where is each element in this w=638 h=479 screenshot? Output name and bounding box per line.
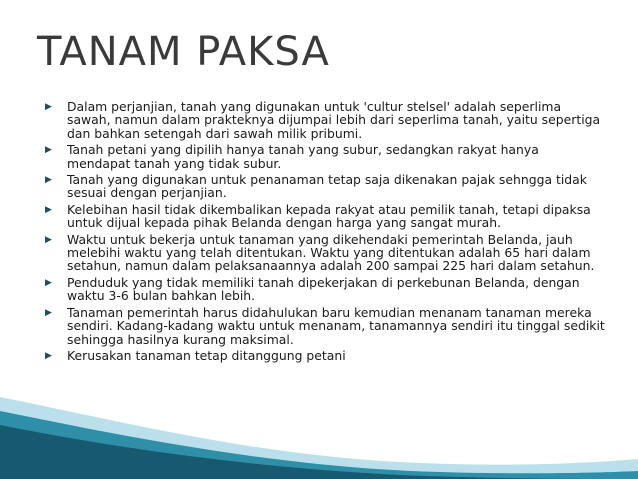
bullet-text: Tanaman pemerintah harus didahulukan baru kemudian menanam tanaman mereka sendiri. Kadang-kadang waktu untuk menanam, tanamannya sendiri itu tinggal sedikit sehingga hasilnya kurang maksimal. — [67, 304, 605, 347]
bullet-text: Kelebihan hasil tidak dikembalikan kepada rakyat atau pemilik tanah, tetapi dipaksa untuk dijual kepada pihak Belanda dengan harga yang sangat murah. — [67, 201, 591, 231]
arrow-right-icon: ▶ — [45, 145, 52, 156]
bullet-text: Dalam perjanjian, tanah yang digunakan untuk 'cultur stelsel' adalah seperlima sawah, namun dalam prakteknya dijumpai lebih dari seperlima tanah, yaitu sepertiga dan bahkan setengah dari sawah milik pribumi. — [67, 99, 601, 141]
bullet-text: Penduduk yang tidak memiliki tanah dipekerjakan di perkebunan Belanda, dengan waktu 3-6 bulan bahkan lebih. — [67, 274, 580, 304]
bullet-item — [45, 173, 605, 200]
bullet-item — [45, 233, 605, 273]
bullet-text: Waktu untuk bekerja untuk tanaman yang dikehendaki pemerintah Belanda, jauh melebihi waktu yang telah ditentukan. Waktu yang ditentukan adalah 65 hari dalam setahun, namun dalam pelaksanaannya adalah 200 sampai 225 hari dalam setahun. — [67, 231, 595, 274]
bullet-item — [45, 203, 605, 230]
bullet-item — [45, 143, 605, 170]
bullet-text: Tanah petani yang dipilih hanya tanah yang subur, sedangkan rakyat hanya mendapat tanah yang tidak subur. — [67, 142, 539, 171]
bullet-list — [45, 100, 605, 365]
bullet-text: Tanah yang digunakan untuk penanaman tetap saja dikenakan pajak sehngga tidak sesuai dengan perjanjian. — [67, 172, 587, 201]
arrow-right-icon: ▶ — [45, 350, 52, 361]
arrow-right-icon: ▶ — [45, 277, 52, 288]
arrow-right-icon: ▶ — [45, 307, 52, 318]
bullet-item — [45, 306, 605, 346]
bullet-item — [45, 100, 605, 140]
arrow-right-icon: ▶ — [45, 204, 52, 215]
slide-title: TANAM PAKSA — [37, 29, 330, 75]
decorative-wave — [0, 359, 638, 479]
arrow-right-icon: ▶ — [45, 234, 52, 245]
bullet-item — [45, 276, 605, 303]
arrow-right-icon: ▶ — [45, 175, 52, 186]
arrow-right-icon: ▶ — [45, 102, 52, 112]
bullet-text: Kerusakan tanaman tetap ditanggung petani — [67, 347, 346, 363]
